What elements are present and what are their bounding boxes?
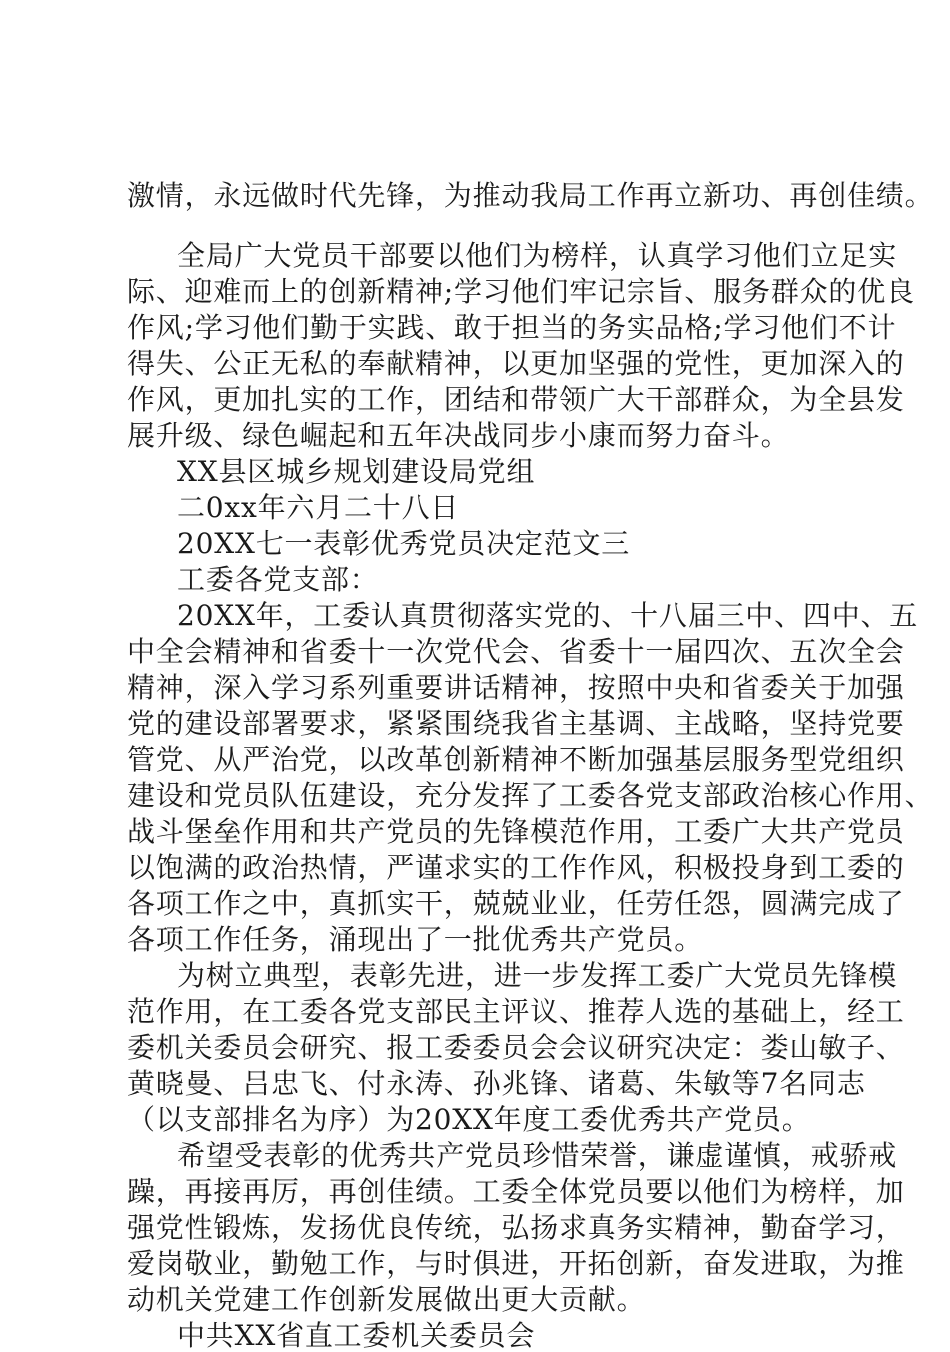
text-line: 以饱满的政治热情，严谨求实的工作作风，积极投身到工委的: [127, 851, 905, 884]
signature-date: 二0xx年六月二十八日: [177, 491, 460, 524]
text-line: 战斗堡垒作用和共产党员的先锋模范作用，工委广大共产党员: [127, 815, 905, 848]
text-line: （以支部排名为序）为20XX年度工委优秀共产党员。: [127, 1103, 811, 1136]
text-line: 躁，再接再厉，再创佳绩。工委全体党员要以他们为榜样，加: [127, 1175, 905, 1208]
text-line: 委机关委员会研究、报工委委员会会议研究决定：娄山敏子、: [127, 1031, 905, 1064]
signature-organization: 中共XX省直工委机关委员会: [177, 1319, 536, 1352]
text-line: 作风，更加扎实的工作，团结和带领广大干部群众，为全县发: [127, 383, 905, 416]
text-line: 建设和党员队伍建设，充分发挥了工委各党支部政治核心作用、: [127, 779, 934, 812]
text-line: 动机关党建工作创新发展做出更大贡献。: [127, 1283, 646, 1316]
text-line: 全局广大党员干部要以他们为榜样，认真学习他们立足实: [177, 239, 898, 272]
signature-organization: XX县区城乡规划建设局党组: [177, 455, 536, 488]
text-line: 激情，永远做时代先锋，为推动我局工作再立新功、再创佳绩。: [127, 179, 934, 212]
text-line: 希望受表彰的优秀共产党员珍惜荣誉，谦虚谨慎，戒骄戒: [177, 1139, 898, 1172]
text-line: 为树立典型，表彰先进，进一步发挥工委广大党员先锋模: [177, 959, 898, 992]
text-line: 作风;学习他们勤于实践、敢于担当的务实品格;学习他们不计: [127, 311, 897, 344]
text-line: 管党、从严治党，以改革创新精神不断加强基层服务型党组织: [127, 743, 905, 776]
text-line: 范作用，在工委各党支部民主评议、推荐人选的基础上，经工: [127, 995, 905, 1028]
text-line: 黄晓曼、吕忠飞、付永涛、孙兆锋、诸葛、朱敏等7名同志: [127, 1067, 866, 1100]
text-line: 中全会精神和省委十一次党代会、省委十一届四次、五次全会: [127, 635, 905, 668]
text-line: 20XX年，工委认真贯彻落实党的、十八届三中、四中、五: [177, 599, 919, 632]
text-line: 精神，深入学习系列重要讲话精神，按照中央和省委关于加强: [127, 671, 905, 704]
text-line: 各项工作之中，真抓实干，兢兢业业，任劳任怨，圆满完成了: [127, 887, 905, 920]
text-line: 党的建设部署要求，紧紧围绕我省主基调、主战略，坚持党要: [127, 707, 905, 740]
text-line: 展升级、绿色崛起和五年决战同步小康而努力奋斗。: [127, 419, 790, 452]
salutation: 工委各党支部：: [177, 563, 379, 596]
text-line: 爱岗敬业，勤勉工作，与时俱进，开拓创新，奋发进取，为推: [127, 1247, 905, 1280]
text-line: 际、迎难而上的创新精神;学习他们牢记宗旨、服务群众的优良: [127, 275, 915, 308]
section-title: 20XX七一表彰优秀党员决定范文三: [177, 527, 631, 560]
text-line: 强党性锻炼，发扬优良传统，弘扬求真务实精神，勤奋学习，: [127, 1211, 905, 1244]
text-line: 各项工作任务，涌现出了一批优秀共产党员。: [127, 923, 704, 956]
text-line: 得失、公正无私的奉献精神，以更加坚强的党性，更加深入的: [127, 347, 905, 380]
